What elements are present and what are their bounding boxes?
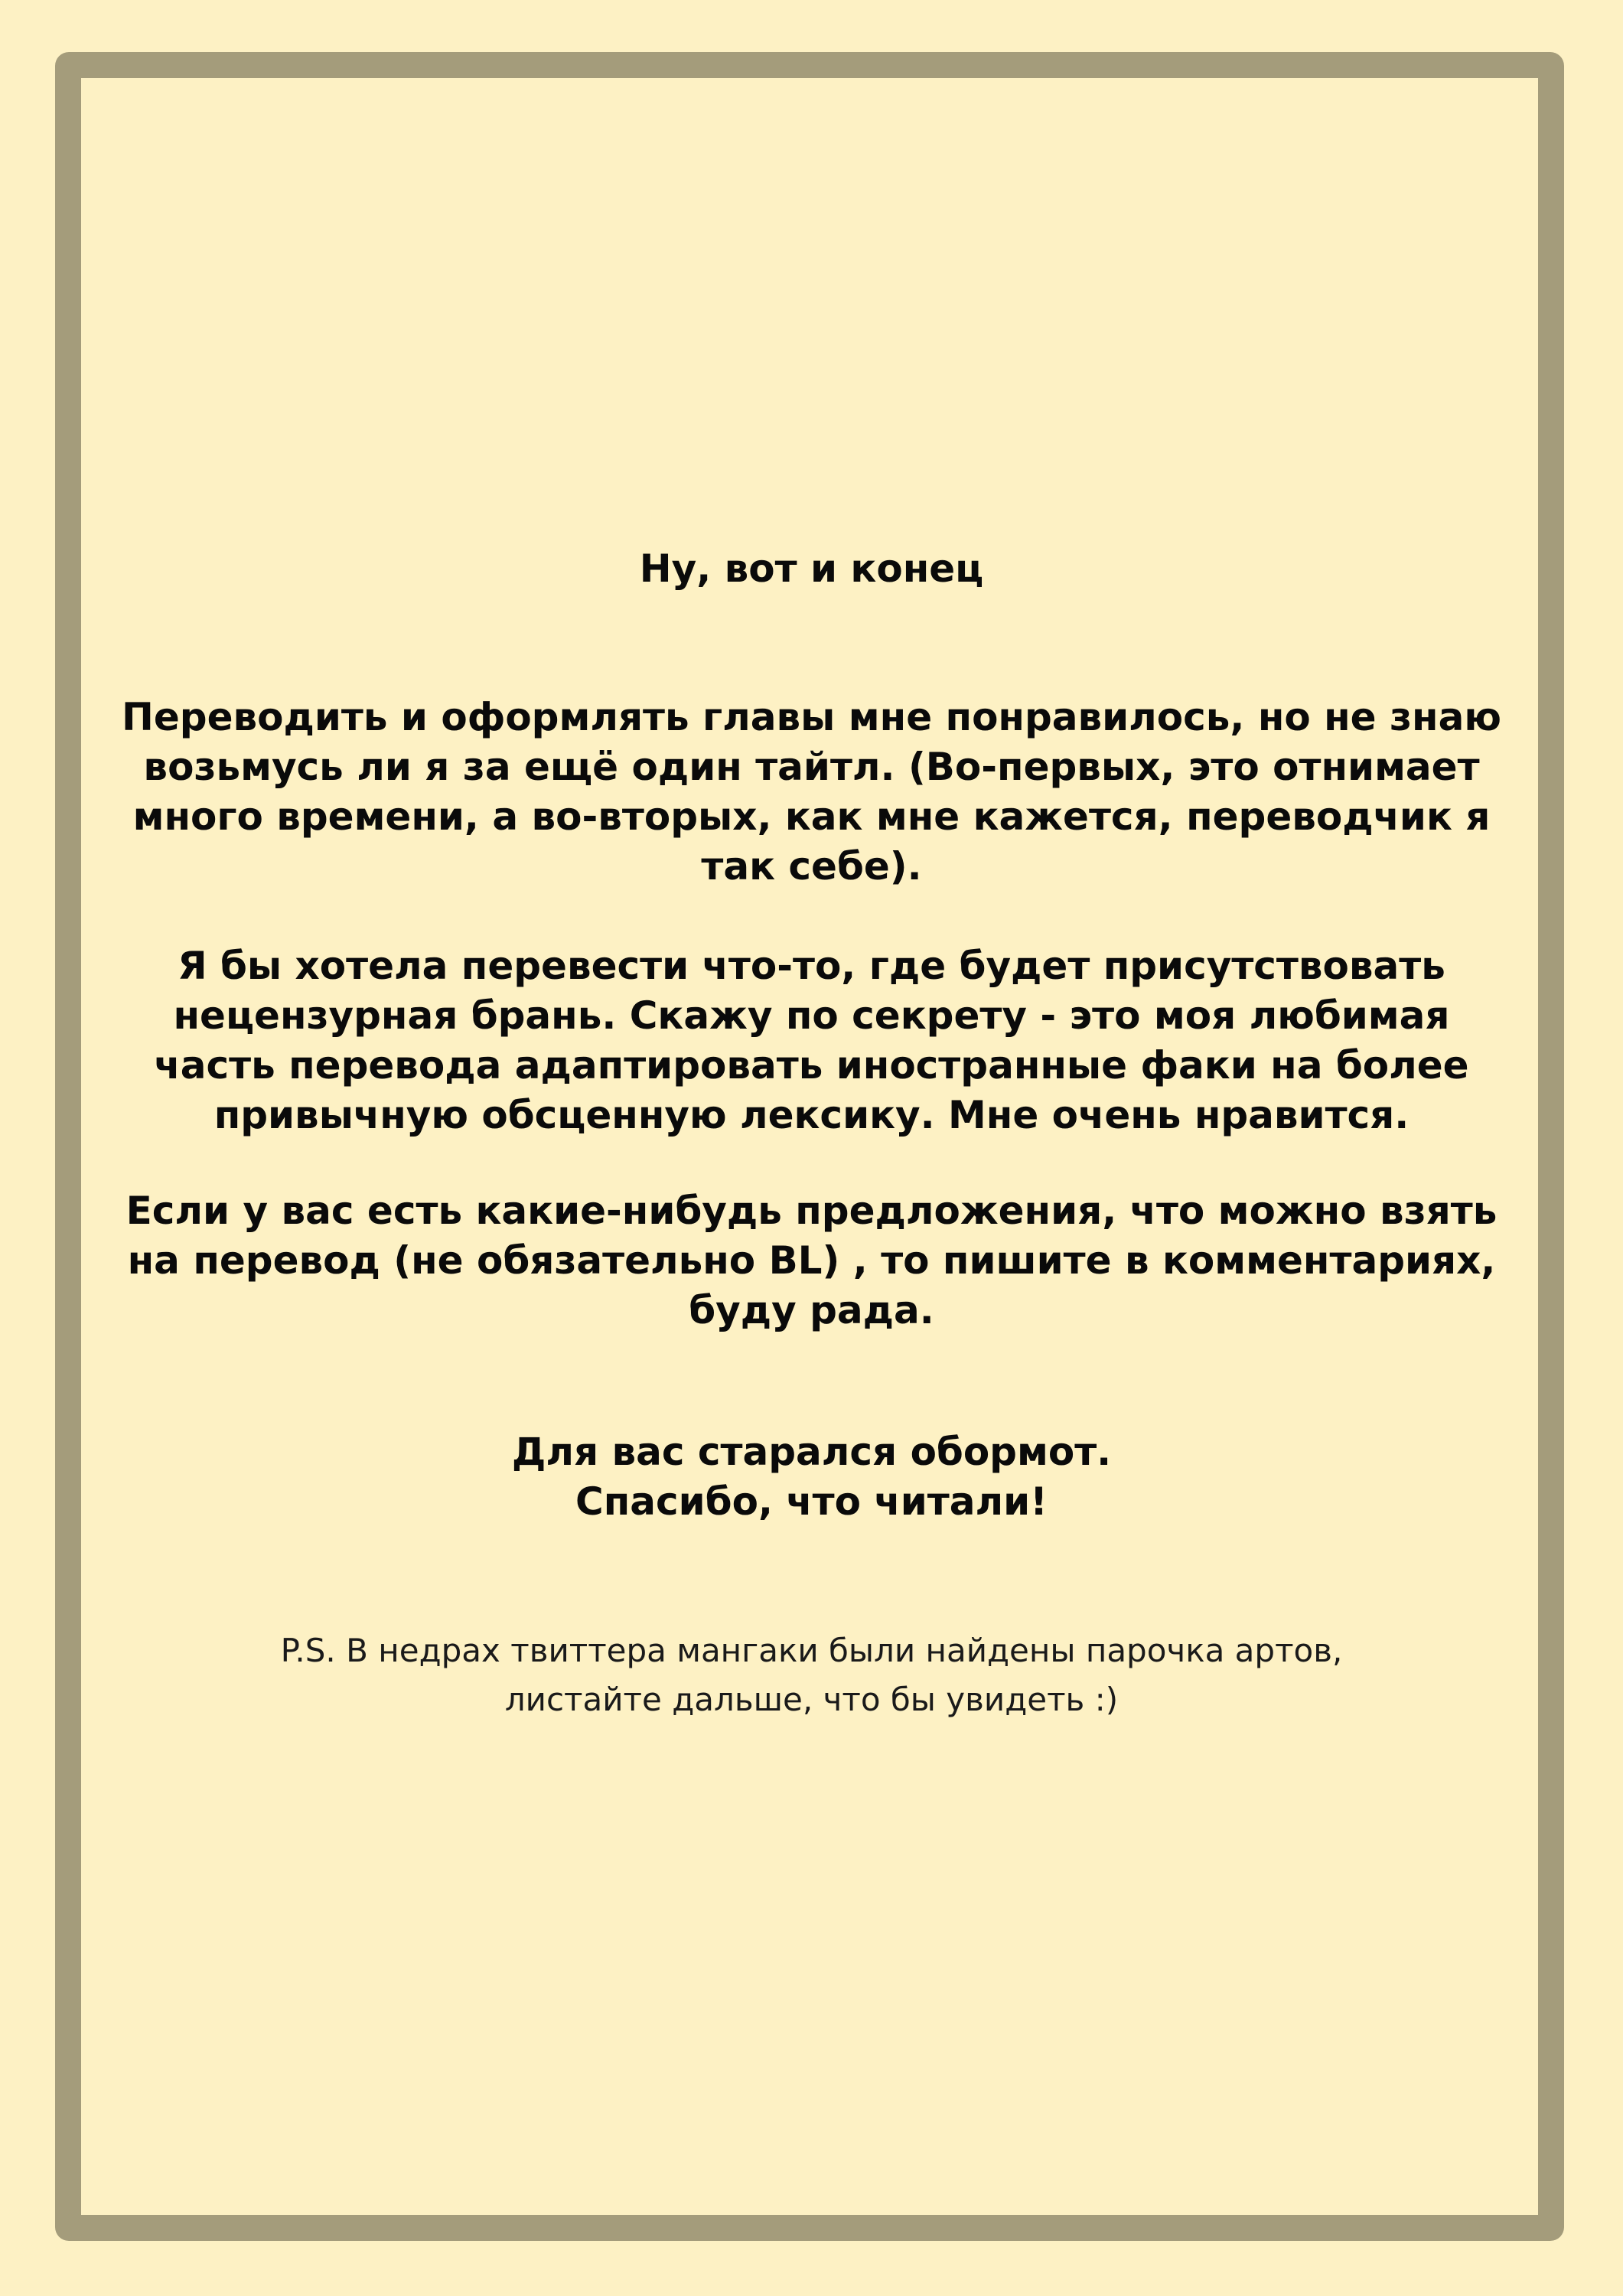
page-frame [55, 52, 1564, 2241]
paragraph-suggestions: Если у вас есть какие-нибудь предложения, что можно взять на перевод (не обязательно BL) , то пишите в комментариях, буду рада. [125, 1189, 1498, 1332]
postscript-line-2: листайте дальше, что бы увидеть :) [504, 1681, 1119, 1718]
signoff-line-1: Для вас старался обормот. [511, 1430, 1112, 1474]
signoff-line-2: Спасибо, что читали! [575, 1479, 1048, 1524]
paragraph-future-wishes: Я бы хотела перевести что-то, где будет присутствовать нецензурная брань. Скажу по секрету - это моя любимая часть перевода адаптировать иностранные факи на более привычную обсценную лексику. Мне очень нравится. [154, 944, 1469, 1137]
signoff [77, 1427, 1546, 1527]
postscript [77, 1626, 1546, 1724]
postscript-line-1: P.S. В недрах твиттера мангаки были найдены парочка артов, [280, 1632, 1343, 1669]
paragraph-translation-experience: Переводить и оформлять главы мне понравилось, но не знаю возьмусь ли я за ещё один тайтл. (Во-первых, это отнимает много времени, а во-вторых, как мне кажется, переводчик я так себе). [122, 695, 1501, 889]
page-heading: Ну, вот и конец [639, 546, 984, 591]
